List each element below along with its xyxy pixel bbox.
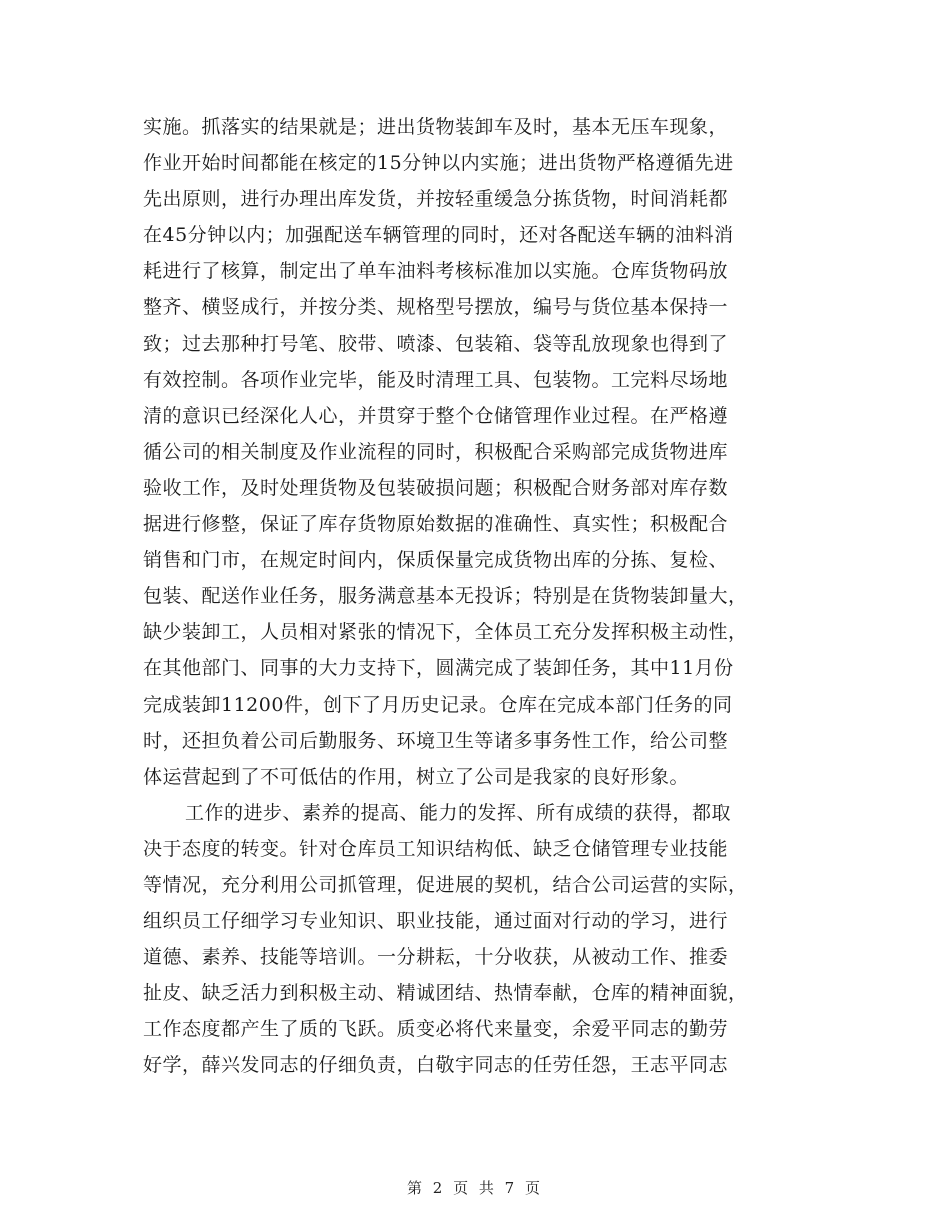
text-line: 等情况，充分利用公司抓管理，促进展的契机，结合公司运营的实际， [143, 873, 748, 896]
text-line: 时，还担负着公司后勤服务、环境卫生等诸多事务性工作，给公司整 [143, 729, 729, 752]
text-line: 致；过去那种打号笔、胶带、喷漆、包装箱、袋等乱放现象也得到了 [143, 332, 729, 355]
document-body [143, 109, 803, 1084]
text-line: 在其他部门、同事的大力支持下，圆满完成了装卸任务，其中11月份 [143, 657, 734, 680]
text-line: 完成装卸11200件，创下了月历史记录。仓库在完成本部门任务的同 [143, 693, 733, 716]
text-line: 好学，薛兴发同志的仔细负责，白敬宇同志的任劳任怨，王志平同志 [143, 1054, 729, 1077]
text-line: 在45分钟以内；加强配送车辆管理的同时，还对各配送车辆的油料消 [143, 224, 734, 247]
text-line: 验收工作，及时处理货物及包装破损问题；积极配合财务部对库存数 [143, 476, 729, 499]
text-line: 决于态度的转变。针对仓库员工知识结构低、缺乏仓储管理专业技能 [143, 837, 729, 860]
text-line: 整齐、横竖成行，并按分类、规格型号摆放，编号与货位基本保持一 [143, 296, 729, 319]
text-line: 销售和门市，在规定时间内，保质保量完成货物出库的分拣、复检、 [143, 549, 729, 572]
text-line: 组织员工仔细学习专业知识、职业技能，通过面对行动的学习，进行 [143, 910, 729, 933]
text-line: 作业开始时间都能在核定的15分钟以内实施；进出货物严格遵循先进 [143, 152, 734, 175]
text-line: 包装、配送作业任务，服务满意基本无投诉；特别是在货物装卸量大， [143, 585, 748, 608]
text-line: 有效控制。各项作业完毕，能及时清理工具、包装物。工完料尽场地 [143, 368, 729, 391]
text-line: 扯皮、缺乏活力到积极主动、精诚团结、热情奉献，仓库的精神面貌， [143, 982, 748, 1005]
text-line: 据进行修整，保证了库存货物原始数据的准确性、真实性；积极配合 [143, 513, 729, 536]
text-line: 缺少装卸工，人员相对紧张的情况下，全体员工充分发挥积极主动性， [143, 621, 748, 644]
paragraph-first-line: 工作的进步、素养的提高、能力的发挥、所有成绩的获得，都取 [185, 801, 732, 824]
text-line: 体运营起到了不可低估的作用，树立了公司是我家的良好形象。 [143, 765, 690, 788]
text-line: 循公司的相关制度及作业流程的同时，积极配合采购部完成货物进库 [143, 440, 729, 463]
text-line: 清的意识已经深化人心，并贯穿于整个仓储管理作业过程。在严格遵 [143, 404, 729, 427]
text-line: 先出原则，进行办理出库发货，并按轻重缓急分拣货物，时间消耗都 [143, 188, 729, 211]
text-line: 道德、素养、技能等培训。一分耕耘，十分收获，从被动工作、推委 [143, 946, 729, 969]
page-number-footer: 第 2 页 共 7 页 [407, 1179, 543, 1197]
text-line: 耗进行了核算，制定出了单车油料考核标准加以实施。仓库货物码放 [143, 260, 729, 283]
text-line: 实施。抓落实的结果就是；进出货物装卸车及时，基本无压车现象， [143, 116, 729, 138]
text-line: 工作态度都产生了质的飞跃。质变必将代来量变，余爱平同志的勤劳 [143, 1018, 729, 1041]
